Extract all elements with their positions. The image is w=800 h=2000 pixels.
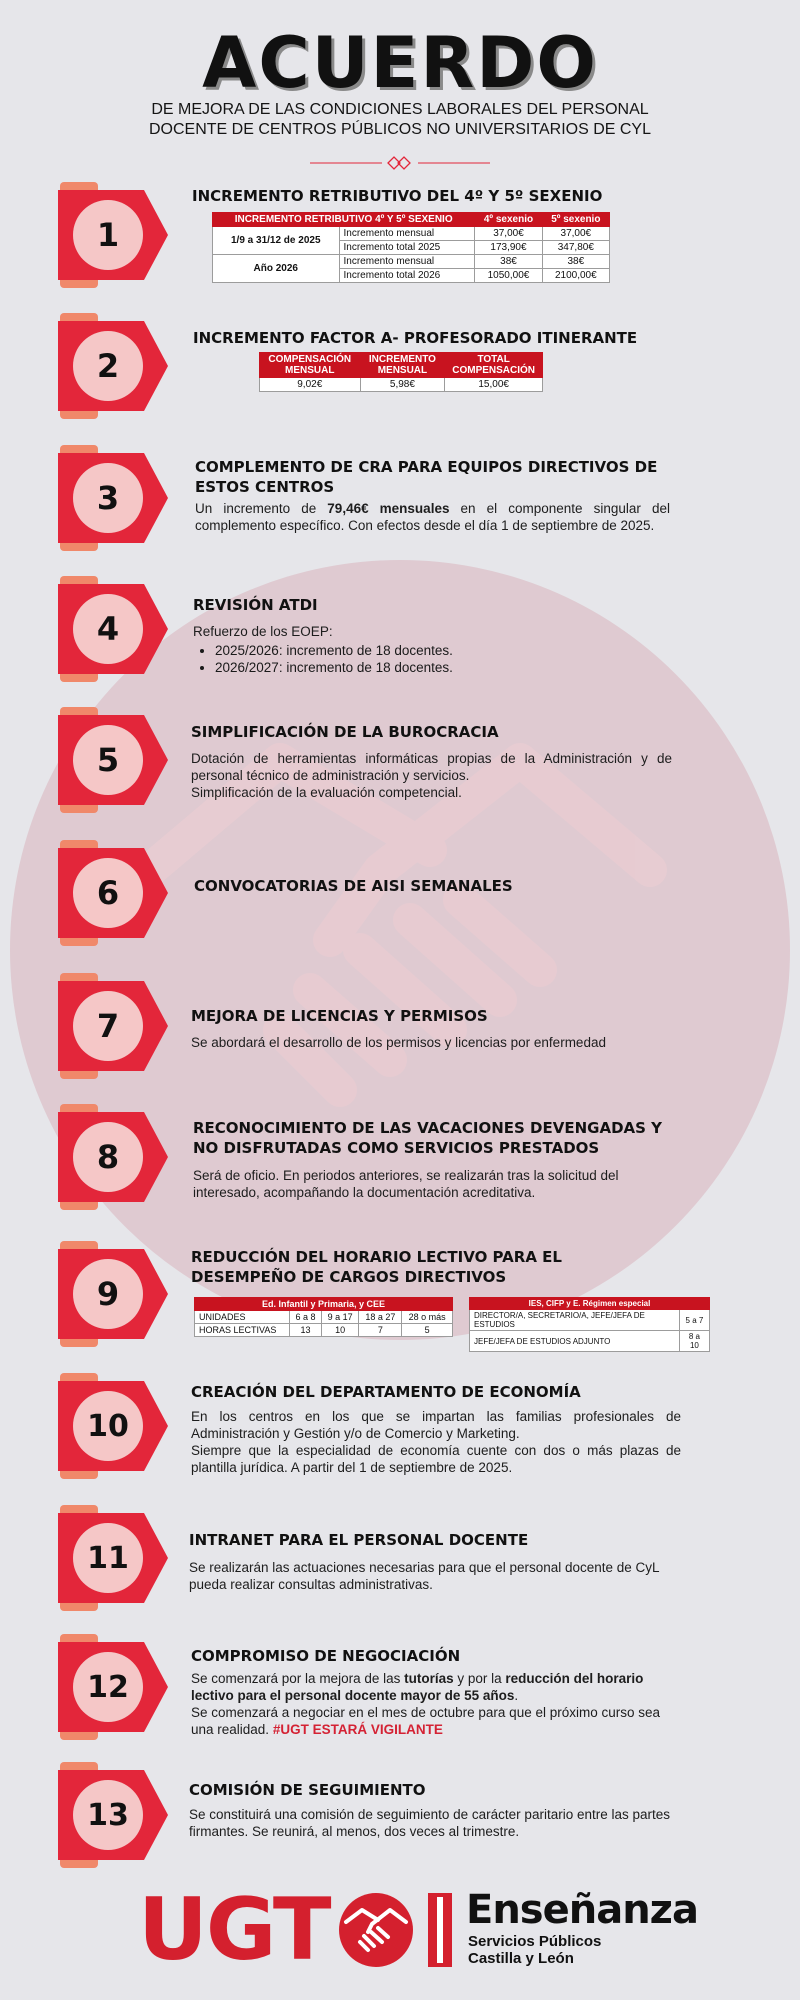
section-4 bbox=[193, 595, 683, 676]
section-title: INCREMENTO FACTOR A- PROFESORADO ITINERANTE bbox=[193, 329, 638, 347]
ensenanza-subtitle: Servicios Públicos Castilla y León bbox=[468, 1933, 602, 1967]
section-title: COMISIÓN DE SEGUIMIENTO bbox=[189, 1781, 426, 1799]
section-title: CREACIÓN DEL DEPARTAMENTO DE ECONOMÍA bbox=[191, 1383, 581, 1401]
section-10 bbox=[191, 1382, 681, 1476]
section-8 bbox=[193, 1118, 663, 1201]
list-item: • 2026/2027: incremento de 18 docentes. bbox=[215, 659, 683, 676]
section-title: MEJORA DE LICENCIAS Y PERMISOS bbox=[191, 1007, 488, 1025]
ugt-hashtag: #UGT ESTARÁ VIGILANTE bbox=[272, 1722, 443, 1737]
bullet-list bbox=[215, 642, 683, 676]
section-text: Simplificación de la evaluación competencial. bbox=[191, 785, 462, 800]
item-badge-12: 12 bbox=[58, 1634, 168, 1740]
ensenanza-title: Enseñanza bbox=[466, 1887, 698, 1933]
section-text: Será de oficio. En periodos anteriores, se realizarán tras la solicitud del interesado, acompañando la documentación acreditativa. bbox=[193, 1168, 619, 1200]
section-title: RECONOCIMIENTO DE LAS VACACIONES DEVENGADAS Y NO DISFRUTADAS COMO SERVICIOS PRESTADOS bbox=[193, 1119, 663, 1157]
section-6 bbox=[194, 876, 684, 896]
item-badge-1: 1 bbox=[58, 182, 168, 288]
section-3 bbox=[195, 457, 670, 534]
section-text: Dotación de herramientas informáticas propias de la Administración y de personal técnico de administración y servicios. bbox=[191, 751, 672, 783]
section-text: Se comenzará a negociar en el mes de octubre para que el próximo curso sea una realidad. #UGT ESTARÁ VIGILANTE bbox=[191, 1705, 661, 1737]
item-badge-10: 10 bbox=[58, 1373, 168, 1479]
section-2 bbox=[193, 328, 683, 392]
itinerante-table: COMPENSACIÓN MENSUAL INCREMENTO MENSUAL TOTAL COMPENSACIÓN 9,02€ 5,98€ 15,00€ bbox=[259, 352, 543, 392]
section-title: REVISIÓN ATDI bbox=[193, 596, 318, 614]
item-badge-9: 9 bbox=[58, 1241, 168, 1347]
list-item: • 2025/2026: incremento de 18 docentes. bbox=[215, 642, 683, 659]
item-badge-8: 8 bbox=[58, 1104, 168, 1210]
section-title: CONVOCATORIAS DE AISI SEMANALES bbox=[194, 877, 513, 895]
ies-cifp-table: IES, CIFP y E. Régimen especial DIRECTOR/A, SECRETARIO/A, JEFE/JEFA DE ESTUDIOS 5 a 7 JEFE/JEFA DE ESTUDIOS ADJUNTO 8 a 10 bbox=[469, 1297, 710, 1352]
section-11 bbox=[189, 1530, 679, 1593]
handshake-icon bbox=[338, 1892, 414, 1968]
section-9 bbox=[191, 1247, 731, 1287]
item-badge-11: 11 bbox=[58, 1505, 168, 1611]
section-text: Refuerzo de los EOEP: bbox=[193, 624, 333, 639]
item-badge-7: 7 bbox=[58, 973, 168, 1079]
item-badge-3: 3 bbox=[58, 445, 168, 551]
section-13 bbox=[189, 1780, 679, 1840]
section-text: Se comenzará por la mejora de las tutorías y por la reducción del horario lectivo para el personal docente mayor de 55 años. bbox=[191, 1671, 644, 1703]
flag-icon bbox=[428, 1893, 452, 1967]
page-subtitle: DE MEJORA DE LAS CONDICIONES LABORALES DEL PERSONAL DOCENTE DE CENTROS PÚBLICOS NO UNIVERSITARIOS DE CYL bbox=[148, 101, 651, 138]
divider-ornament-icon bbox=[310, 155, 490, 171]
section-title: SIMPLIFICACIÓN DE LA BUROCRACIA bbox=[191, 723, 499, 741]
section-title: INTRANET PARA EL PERSONAL DOCENTE bbox=[189, 1531, 529, 1549]
section-5 bbox=[191, 722, 672, 801]
section-title: REDUCCIÓN DEL HORARIO LECTIVO PARA EL DESEMPEÑO DE CARGOS DIRECTIVOS bbox=[191, 1248, 562, 1286]
section-text: Se realizarán las actuaciones necesarias para que el personal docente de CyL pueda realizar consultas administrativas. bbox=[189, 1560, 660, 1592]
item-badge-4: 4 bbox=[58, 576, 168, 682]
section-7 bbox=[191, 1006, 681, 1051]
section-title: COMPLEMENTO DE CRA PARA EQUIPOS DIRECTIVOS DE ESTOS CENTROS bbox=[195, 458, 658, 496]
section-12 bbox=[191, 1646, 681, 1738]
footer-logos bbox=[0, 1880, 800, 1980]
section-1 bbox=[192, 186, 682, 283]
ugt-logo: UGT bbox=[138, 1880, 330, 1980]
section-title: INCREMENTO RETRIBUTIVO DEL 4º Y 5º SEXENIO bbox=[192, 187, 603, 205]
section-text: Un incremento de 79,46€ mensuales en el componente singular del complemento específico. Con efectos desde el día 1 de septiembre de 2025. bbox=[195, 501, 670, 533]
section-text: Siempre que la especialidad de economía cuente con dos o más plazas de plantilla jurídica. A partir del 1 de septiembre de 2025. bbox=[191, 1443, 681, 1475]
section-text: En los centros en los que se impartan las familias profesionales de Administración y Gestión y/o de Comercio y Marketing. bbox=[191, 1409, 681, 1441]
section-title: COMPROMISO DE NEGOCIACIÓN bbox=[191, 1647, 461, 1665]
section-text: Se abordará el desarrollo de los permisos y licencias por enfermedad bbox=[191, 1035, 606, 1050]
item-badge-2: 2 bbox=[58, 313, 168, 419]
item-badge-13: 13 bbox=[58, 1762, 168, 1868]
item-badge-5: 5 bbox=[58, 707, 168, 813]
item-badge-6: 6 bbox=[58, 840, 168, 946]
section-text: Se constituirá una comisión de seguimiento de carácter paritario entre las partes firmantes. Se reunirá, al menos, dos veces al trimestre. bbox=[189, 1807, 671, 1839]
infantil-primaria-table: Ed. Infantil y Primaria, y CEE UNIDADES 6 a 8 9 a 17 18 a 27 28 o más HORAS LECTIVAS 13 10 7 5 bbox=[194, 1297, 453, 1337]
sexenio-table: INCREMENTO RETRIBUTIVO 4º Y 5º SEXENIO 4º sexenio 5º sexenio 1/9 a 31/12 de 2025 Incremento mensual 37,00€ 37,00€ Incremento total 2025 173,90€ 347,80€ Año 2026 Incremento mensual 38€ 38€ Incremento total 2026 1050,00€ 2100,00€ bbox=[212, 212, 610, 283]
page-title: ACUERDO bbox=[202, 22, 598, 104]
